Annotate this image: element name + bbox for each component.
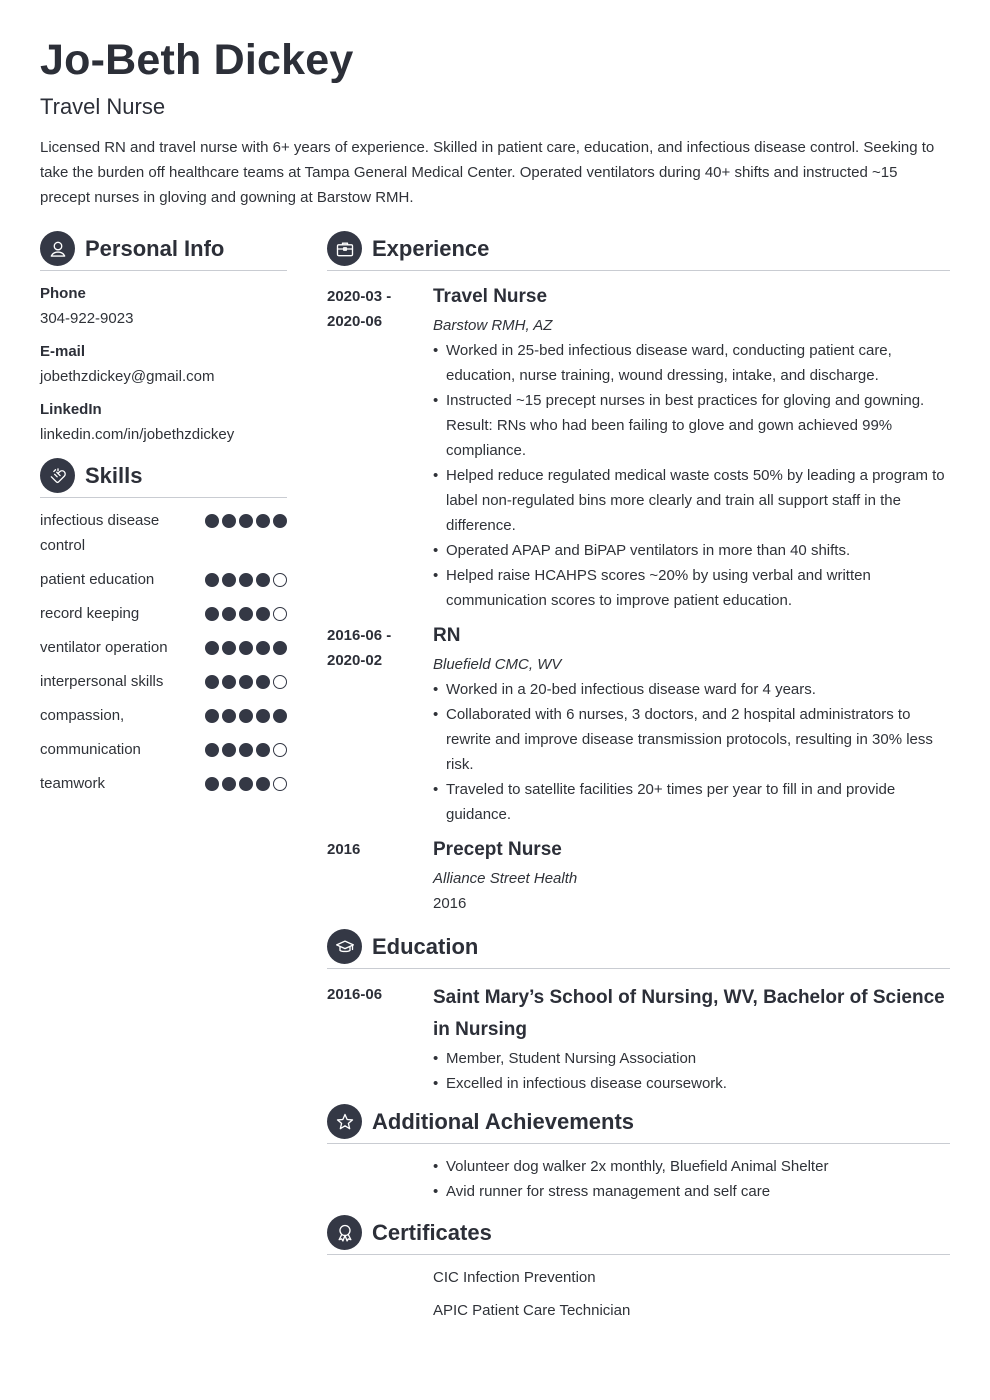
bullet-item: • Volunteer dog walker 2x monthly, Bluefield Animal Shelter [433,1154,950,1179]
phone-field [40,281,287,331]
personal-info-title: Personal Info [85,235,225,261]
experience-list [327,284,950,926]
education-title: Education [372,933,479,959]
skill-rating [205,601,287,621]
education-list [327,982,950,1106]
linkedin-field [40,397,287,447]
rating-dot-filled [222,514,236,528]
skill-name: infectious disease control [40,512,160,554]
linkedin-label: LinkedIn [40,401,102,418]
rating-dot-filled [256,573,270,587]
experience-date [327,623,433,827]
certificates-heading [327,1215,950,1255]
rating-dot-filled [205,641,219,655]
experience-date-end: 2020-06 [327,313,383,330]
experience-note: 2016 [433,895,467,912]
education-bullets [433,1046,950,1096]
experience-heading [327,231,950,271]
experience-body [433,837,950,916]
achievements-bullets [433,1154,950,1204]
skill-row [40,508,287,558]
experience-entry [327,837,950,916]
skill-rating [205,669,287,689]
skill-rating [205,703,287,723]
rating-dot-filled [239,675,253,689]
education-date: 2016-06 [327,986,383,1003]
skill-name: record keeping [40,605,140,622]
rating-dot-filled [222,573,236,587]
bullet-item: • Avid runner for stress management and self care [433,1179,950,1204]
skill-rating [205,567,287,587]
education-heading [327,929,950,969]
skill-row [40,669,287,694]
rating-dot-filled [205,675,219,689]
skill-row [40,567,287,592]
skill-name: patient education [40,571,155,588]
achievements-list [327,1154,950,1204]
bullet-item: • Worked in 25-bed infectious disease ward, conducting patient care, education, nurse training, wound dressing, intake, and discharge. [433,338,950,388]
skill-name: ventilator operation [40,639,168,656]
rating-dot-filled [222,777,236,791]
handshake-icon [40,458,75,493]
skills-title: Skills [85,462,143,488]
rating-dot-filled [256,514,270,528]
rating-dot-filled [256,675,270,689]
education-degree: Saint Mary’s School of Nursing, WV, Bachelor of Science in Nursing [433,987,945,1040]
experience-entry [327,623,950,827]
rating-dot-empty [273,675,287,689]
experience-employer: Barstow RMH, AZ [433,317,553,334]
bullet-item: • Instructed ~15 precept nurses in best practices for gloving and gowning. Result: RNs who had been failing to glove and gown achieved 99% compliance. [433,388,950,463]
bullet-item: • Helped raise HCAHPS scores ~20% by using verbal and written communication scores to improve patient education. [433,563,950,613]
rating-dot-filled [222,641,236,655]
rating-dot-empty [273,607,287,621]
experience-date [327,284,433,613]
experience-date-end: 2020-02 [327,652,383,669]
rating-dot-filled [239,777,253,791]
bullet-item: • Member, Student Nursing Association [433,1046,950,1071]
personal-info-heading [40,231,287,271]
rating-dot-filled [239,709,253,723]
email-value[interactable]: jobethzdickey@gmail.com [40,368,215,385]
award-ribbon-icon [327,1215,362,1250]
skill-row [40,771,287,796]
experience-employer: Bluefield CMC, WV [433,656,562,673]
rating-dot-filled [205,743,219,757]
experience-bullets [433,338,950,613]
rating-dot-filled [256,743,270,757]
rating-dot-filled [273,709,287,723]
education-body [433,982,950,1096]
rating-dot-filled [239,514,253,528]
skill-name: compassion, [40,707,125,724]
bullet-item: • Worked in a 20-bed infectious disease ward for 4 years. [433,677,950,702]
skills-heading [40,458,287,498]
education-entry [327,982,950,1096]
graduation-cap-icon [327,929,362,964]
rating-dot-filled [222,675,236,689]
rating-dot-filled [256,641,270,655]
personal-info-list [40,281,287,455]
certificates-title: Certificates [372,1219,492,1245]
rating-dot-filled [239,743,253,757]
bullet-item: • Collaborated with 6 nurses, 3 doctors, and 2 hospital administrators to rewrite and improve disease transmission protocols, resulting in 30% less risk. [433,702,950,777]
rating-dot-filled [205,573,219,587]
experience-title: Experience [372,235,490,261]
phone-label: Phone [40,285,86,302]
certificate-item: APIC Patient Care Technician [433,1302,631,1319]
skill-name: teamwork [40,775,106,792]
rating-dot-filled [205,709,219,723]
rating-dot-filled [205,514,219,528]
bullet-item: • Operated APAP and BiPAP ventilators in more than 40 shifts. [433,538,950,563]
person-icon [40,231,75,266]
briefcase-icon [327,231,362,266]
candidate-name: Jo-Beth Dickey [40,36,354,84]
experience-date-start: 2016 [327,841,361,858]
rating-dot-filled [256,777,270,791]
experience-date-start: 2016-06 - [327,627,392,644]
achievements-heading [327,1104,950,1144]
certificates-list [327,1265,950,1331]
experience-job-title: Precept Nurse [433,839,562,860]
bullet-item: • Traveled to satellite facilities 20+ times per year to fill in and provide guidance. [433,777,950,827]
email-label: E-mail [40,343,86,360]
rating-dot-filled [256,607,270,621]
candidate-title: Travel Nurse [40,94,166,119]
rating-dot-empty [273,777,287,791]
skill-rating [205,508,287,528]
achievements-title: Additional Achievements [372,1108,635,1134]
experience-bullets [433,677,950,827]
certificate-item: CIC Infection Prevention [433,1269,596,1286]
phone-value[interactable]: 304-922-9023 [40,310,134,327]
rating-dot-filled [256,709,270,723]
rating-dot-filled [205,607,219,621]
experience-job-title: RN [433,625,461,646]
skill-rating [205,737,287,757]
rating-dot-filled [239,573,253,587]
rating-dot-filled [205,777,219,791]
rating-dot-filled [273,514,287,528]
skill-name: interpersonal skills [40,673,164,690]
experience-entry [327,284,950,613]
skill-row [40,635,287,660]
bullet-item: • Helped reduce regulated medical waste costs 50% by leading a program to label non-regulated bins more clearly and train all support staff in the difference. [433,463,950,538]
rating-dot-filled [222,743,236,757]
profile-summary: Licensed RN and travel nurse with 6+ years of experience. Skilled in patient care, education, and infectious disease control. Seeking to take the burden off healthcare teams at Tampa General Medical Center. Operated ventilators during 40+ shifts and instructed ~15 precept nurses in gloving and gowning at Barstow RMH. [40,139,935,206]
linkedin-value[interactable]: linkedin.com/in/jobethzdickey [40,426,235,443]
rating-dot-empty [273,743,287,757]
experience-body [433,284,950,613]
experience-date [327,837,433,916]
star-icon [327,1104,362,1139]
skill-rating [205,771,287,791]
skill-name: communication [40,741,141,758]
skills-list [40,508,287,805]
bullet-item: • Excelled in infectious disease coursework. [433,1071,950,1096]
rating-dot-filled [239,641,253,655]
skill-row [40,601,287,626]
skill-rating [205,635,287,655]
skill-row [40,737,287,762]
experience-job-title: Travel Nurse [433,286,548,307]
rating-dot-filled [222,709,236,723]
rating-dot-filled [273,641,287,655]
email-field [40,339,287,389]
experience-date-start: 2020-03 - [327,288,392,305]
rating-dot-filled [239,607,253,621]
skill-row [40,703,287,728]
rating-dot-empty [273,573,287,587]
experience-employer: Alliance Street Health [433,870,578,887]
rating-dot-filled [222,607,236,621]
experience-body [433,623,950,827]
